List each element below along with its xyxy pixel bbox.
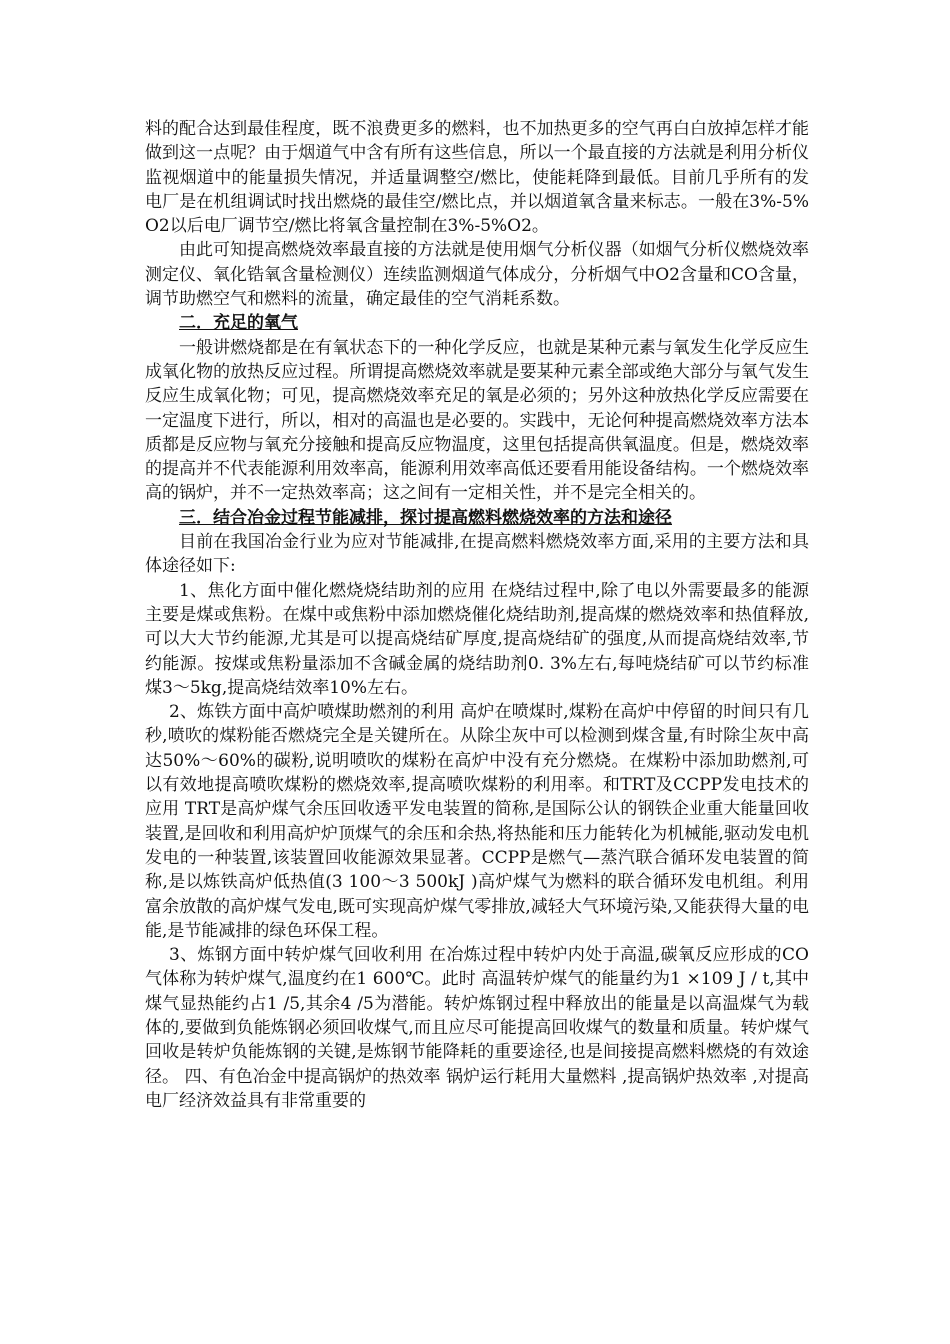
paragraph-combustion-oxygen: 一般讲燃烧都是在有氧状态下的一种化学反应，也就是某种元素与氧发生化学反应生成氧化物的放热反应过程。所谓提高燃烧效率就是要某种元素全部或绝大部分与氧气发生反应生成氧化物；可见，提高燃烧效率充足的氧是必须的；另外这种放热化学反应需要在一定温度下进行，所以，相对的高温也是必要的。实践中，无论何种提高燃烧效率方法本质都是反应物与氧充分接触和提高反应物温度，这里包括提高供氧温度。但是，燃烧效率的提高并不代表能源利用效率高，能源利用效率高低还要看用能设备结构。一个燃烧效率高的锅炉，并不一定热效率高；这之间有一定相关性，并不是完全相关的。 [145, 337, 809, 504]
section-heading-sufficient-oxygen: 二．充足的氧气 [179, 313, 298, 334]
paragraph-steelmaking-gas-recovery: 3、炼钢方面中转炉煤气回收利用 在冶炼过程中转炉内处于高温,碳氧反应形成的CO气体称为转炉煤气,温度约在1 600℃。此时 高温转炉煤气的能量约为1 ×109 J / t,其中煤气显热能约占1 /5,其余4 /5为潜能。转炉炼钢过程中释放出的能量是以高温煤气为载体的,要做到负能炼钢必须回收煤气,而且应尽可能提高回收煤气的数量和质量。转炉煤气回收是转炉负能炼钢的关键,是炼钢节能降耗的重要途径,也是间接提高燃料燃烧的有效途径。 四、有色冶金中提高锅炉的热效率 锅炉运行耗用大量燃料 ,提高锅炉热效率 ,对提高电厂经济效益具有非常重要的 [145, 945, 809, 1111]
paragraph-ironmaking-coal-injection: 2、炼铁方面中高炉喷煤助燃剂的利用 高炉在喷煤时,煤粉在高炉中停留的时间只有几秒,喷吹的煤粉能否燃烧完全是关键所在。从除尘灰中可以检测到煤含量,有时除尘灰中高达50%～60%的碳粉,说明喷吹的煤粉在高炉中没有充分燃烧。在煤粉中添加助燃剂,可以有效地提高喷吹煤粉的燃烧效率,提高喷吹煤粉的利用率。和TRT及CCPP发电技术的应用 TRT是高炉煤气余压回收透平发电装置的简称,是国际公认的钢铁企业重大能量回收装置,是回收和利用高炉炉顶煤气的余压和余热,将热能和压力能转化为机械能,驱动发电机发电的一种装置,该装置回收能源效果显著。CCPP是燃气—蒸汽联合循环发电装置的简称,是以炼铁高炉低热值(3 100～3 500kJ )高炉煤气为燃料的联合循环发电机组。利用富余放散的高炉煤气发电,既可实现高炉煤气零排放,减轻大气环境污染,又能获得大量的电能,是节能减排的绿色环保工程。 [145, 702, 809, 941]
paragraph-methods-intro: 目前在我国冶金行业为应对节能减排,在提高燃料燃烧效率方面,采用的主要方法和具体途径如下: [145, 532, 809, 577]
document-body [145, 117, 809, 1113]
paragraph-flue-gas-analysis: 由此可知提高燃烧效率最直接的方法就是使用烟气分析仪器（如烟气分析仪燃烧效率测定仪、氧化锆氧含量检测仪）连续监测烟道气体成分，分析烟气中O2含量和CO含量，调节助燃空气和燃料的流量，确定最佳的空气消耗系数。 [145, 240, 809, 310]
paragraph-air-fuel-ratio: 料的配合达到最佳程度，既不浪费更多的燃料，也不加热更多的空气再白白放掉怎样才能做到这一点呢？由于烟道气中含有所有这些信息，所以一个最直接的方法就是利用分析仪监视烟道中的能量损失情况，并适量调整空/燃比，使能耗降到最低。目前几乎所有的发电厂是在机组调试时找出燃烧的最佳空/燃比点，并以烟道氧含量来标志。一般在3%-5%O2以后电厂调节空/燃比将氧含量控制在3%-5%O2。 [145, 119, 809, 237]
paragraph-coking-sinter-additive: 1、焦化方面中催化燃烧烧结助剂的应用 在烧结过程中,除了电以外需要最多的能源主要是煤或焦粉。在煤中或焦粉中添加燃烧催化烧结助剂,提高煤的燃烧效率和热值释放,可以大大节约能源,尤其是可以提高烧结矿厚度,提高烧结矿的强度,从而提高烧结效率,节约能源。按煤或焦粉量添加不含碱金属的烧结助剂0. 3%左右,每吨烧结矿可以节约标准煤3～5kg,提高烧结效率10%左右。 [145, 580, 809, 698]
section-heading-metallurgy-methods: 三．结合冶金过程节能减排，探讨提高燃料燃烧效率的方法和途径 [179, 507, 672, 528]
